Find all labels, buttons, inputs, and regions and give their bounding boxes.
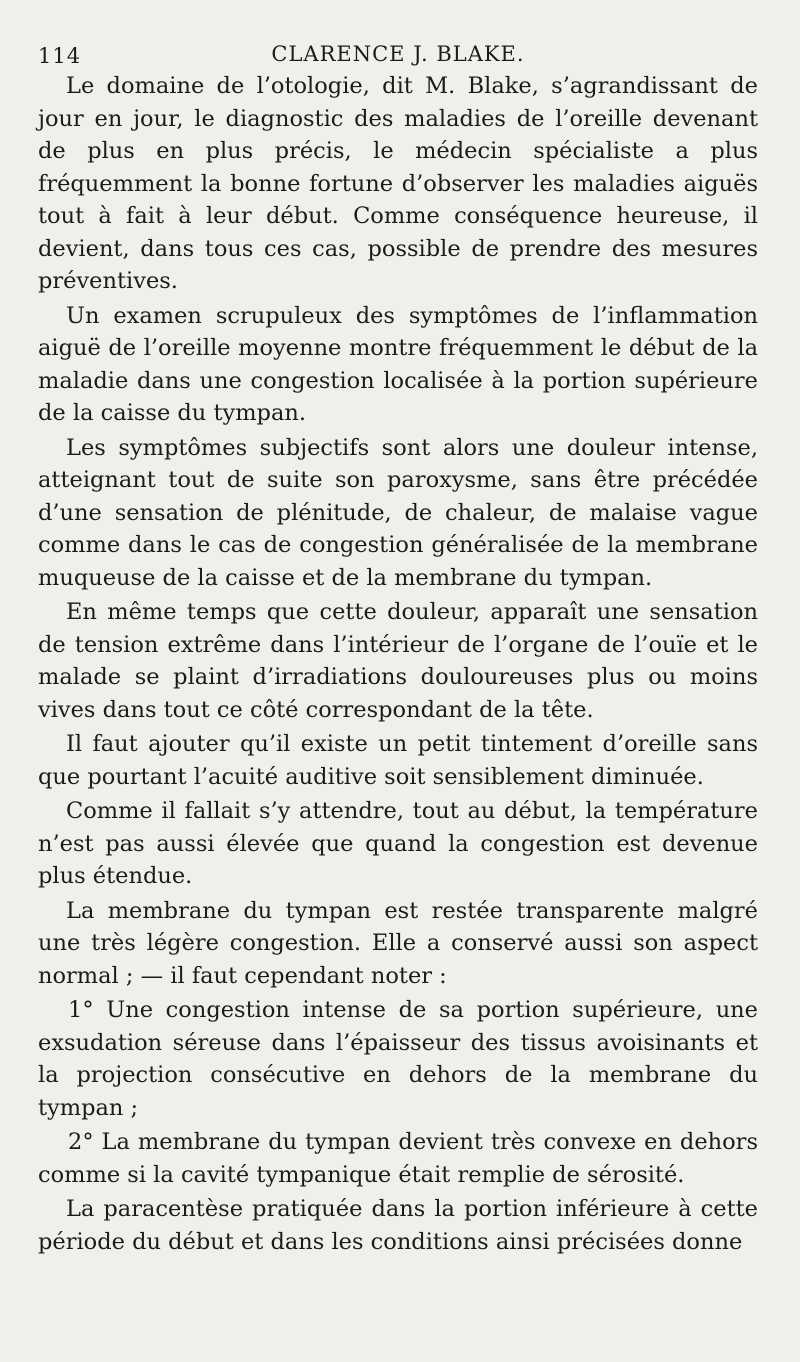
- paragraph-4: En même temps que cette douleur, apparaît une sensation de tension extrême dans l’intérieur de l’organe de l’ouïe et le malade se plaint d’irradiations douloureuses plus ou moins vives dans tout ce côté correspondant de la tête.: [38, 599, 758, 723]
- running-title: CLARENCE J. BLAKE.: [271, 42, 525, 66]
- paragraph-10: La paracentèse pratiquée dans la portion inférieure à cette période du début et dans les conditions ainsi précisées donne: [38, 1196, 758, 1255]
- paragraph-7: La membrane du tympan est restée transparente malgré une très légère congestion. Elle a conservé aussi son aspect normal ; — il faut cependant noter :: [38, 897, 758, 989]
- enumerated-item-1: 1° Une congestion intense de sa portion supérieure, une exsudation séreuse dans l’épaisseur des tissus avoisinants et la projection consécutive en dehors de la membrane du tympan ;: [38, 997, 758, 1121]
- running-head: [38, 34, 758, 70]
- body-text: [38, 70, 758, 1258]
- enumerated-item-2: 2° La membrane du tympan devient très convexe en dehors comme si la cavité tympanique était remplie de sérosité.: [38, 1129, 758, 1188]
- paragraph-1: Le domaine de l’otologie, dit M. Blake, s’agrandissant de jour en jour, le diagnostic des maladies de l’oreille devenant de plus en plus précis, le médecin spécialiste a plus fréquemment la bonne fortune d’observer les maladies aiguës tout à fait à leur début. Comme conséquence heureuse, il devient, dans tous ces cas, possible de prendre des mesures préventives.: [38, 73, 758, 294]
- paragraph-3: Les symptômes subjectifs sont alors une douleur intense, atteignant tout de suite son paroxysme, sans être précédée d’une sensation de plénitude, de chaleur, de malaise vague comme dans le cas de congestion généralisée de la membrane muqueuse de la caisse et de la membrane du tympan.: [38, 434, 758, 591]
- page-number: 114: [38, 44, 82, 68]
- paragraph-5: Il faut ajouter qu’il existe un petit tintement d’oreille sans que pourtant l’acuité auditive soit sensiblement diminuée.: [38, 731, 758, 790]
- paragraph-6: Comme il fallait s’y attendre, tout au début, la température n’est pas aussi élevée que quand la congestion est devenue plus étendue.: [38, 798, 758, 889]
- paragraph-2: Un examen scrupuleux des symptômes de l’inflammation aiguë de l’oreille moyenne montre fréquemment le début de la maladie dans une congestion localisée à la portion supérieure de la caisse du tympan.: [38, 302, 758, 426]
